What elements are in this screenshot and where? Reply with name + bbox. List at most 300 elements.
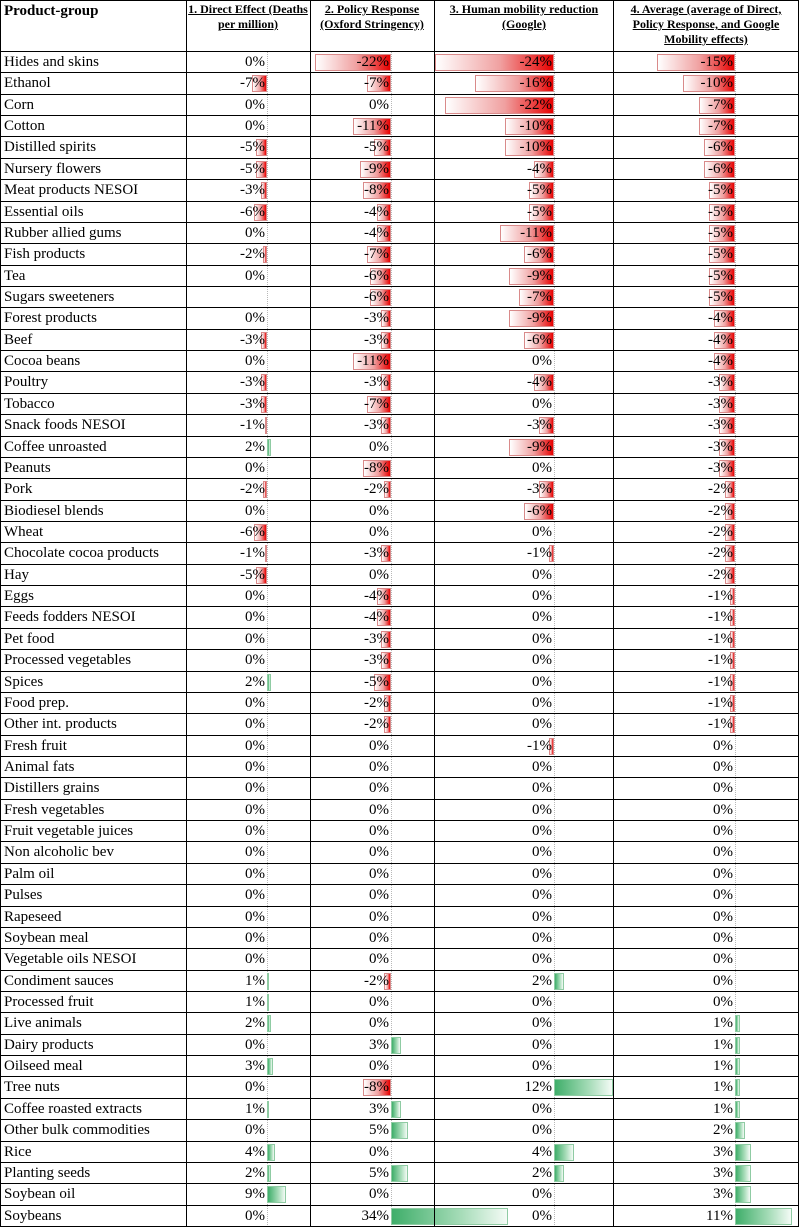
- product-label: Corn: [4, 96, 34, 113]
- table-row: [0, 757, 799, 778]
- policy-response-value: -4%: [364, 224, 389, 241]
- grid-line: [0, 735, 799, 736]
- average-value: -5%: [708, 246, 733, 263]
- zero-axis: [267, 864, 268, 885]
- zero-axis: [391, 116, 392, 137]
- mobility-value: 2%: [532, 1164, 552, 1181]
- zero-axis: [554, 800, 555, 821]
- zero-axis: [391, 351, 392, 372]
- table-row: [0, 928, 799, 949]
- zero-axis: [391, 1077, 392, 1098]
- grid-line: [0, 0, 799, 1]
- product-label: Coffee roasted extracts: [4, 1100, 142, 1117]
- product-label: Soybeans: [4, 1207, 62, 1224]
- direct-effect-value: 0%: [245, 844, 265, 861]
- policy-response-value: -3%: [364, 652, 389, 669]
- product-label: Food prep.: [4, 694, 69, 711]
- grid-line: [0, 243, 799, 244]
- zero-axis: [735, 778, 736, 799]
- product-label: Pork: [4, 481, 33, 498]
- direct-effect-value: 0%: [245, 630, 265, 647]
- zero-axis: [391, 672, 392, 693]
- direct-effect-value: 0%: [245, 96, 265, 113]
- zero-axis: [735, 607, 736, 628]
- direct-effect-bar: [267, 439, 271, 456]
- grid-line: [0, 799, 799, 800]
- policy-response-value: -8%: [364, 1079, 389, 1096]
- policy-response-value: 0%: [369, 994, 389, 1010]
- policy-response-value: -7%: [364, 395, 389, 412]
- policy-response-value: 34%: [361, 1207, 389, 1224]
- direct-effect-value: 0%: [245, 694, 265, 711]
- direct-effect-bar: [267, 1186, 286, 1203]
- policy-response-value: -4%: [364, 588, 389, 605]
- table-row: [0, 864, 799, 885]
- grid-line: [0, 265, 799, 266]
- table-row: [0, 1035, 799, 1056]
- zero-axis: [554, 949, 555, 970]
- product-label: Peanuts: [4, 459, 51, 476]
- direct-effect-value: -5%: [240, 566, 265, 583]
- zero-axis: [267, 73, 268, 94]
- zero-axis: [267, 821, 268, 842]
- policy-response-value: -2%: [364, 716, 389, 733]
- table-row: [0, 907, 799, 928]
- zero-axis: [267, 137, 268, 158]
- table-row: [0, 95, 799, 116]
- table-row: [0, 458, 799, 479]
- zero-axis: [391, 971, 392, 992]
- mobility-value: -11%: [520, 224, 552, 241]
- product-label: Animal fats: [4, 759, 75, 775]
- product-label: Pulses: [4, 887, 43, 904]
- mobility-value: 0%: [532, 630, 552, 647]
- zero-axis: [267, 308, 268, 329]
- zero-axis: [735, 629, 736, 650]
- direct-effect-value: 1%: [245, 994, 265, 1010]
- direct-effect-bar: [267, 1144, 275, 1161]
- product-label: Cocoa beans: [4, 353, 81, 370]
- average-value: -5%: [708, 182, 733, 199]
- zero-axis: [391, 864, 392, 885]
- direct-effect-value: 0%: [245, 54, 265, 70]
- table-row: [0, 372, 799, 393]
- table-row: [0, 1077, 799, 1098]
- zero-axis: [267, 1077, 268, 1098]
- zero-axis: [554, 885, 555, 906]
- product-label: Fish products: [4, 246, 86, 263]
- grid-line: [0, 94, 799, 95]
- table-row: [0, 543, 799, 564]
- policy-response-value: 0%: [369, 929, 389, 946]
- policy-response-value: -7%: [364, 75, 389, 92]
- direct-effect-value: 1%: [245, 1100, 265, 1117]
- table-row: [0, 778, 799, 799]
- direct-effect-value: 0%: [245, 1079, 265, 1096]
- product-label: Non alcoholic bev: [4, 844, 114, 861]
- mobility-value: 0%: [532, 823, 552, 840]
- product-label: Tea: [4, 267, 26, 284]
- zero-axis: [267, 778, 268, 799]
- average-value: -2%: [708, 502, 733, 519]
- product-label: Other bulk commodities: [4, 1122, 150, 1139]
- product-label: Essential oils: [4, 203, 84, 220]
- mobility-value: 0%: [532, 353, 552, 370]
- policy-response-value: 0%: [369, 1143, 389, 1160]
- zero-axis: [735, 223, 736, 244]
- product-label: Biodiesel blends: [4, 502, 104, 519]
- zero-axis: [554, 778, 555, 799]
- product-label: Tobacco: [4, 395, 55, 412]
- average-value: 1%: [713, 1100, 733, 1117]
- product-label: Other int. products: [4, 716, 117, 733]
- policy-response-value: 0%: [369, 887, 389, 904]
- table-row: [0, 223, 799, 244]
- direct-effect-value: 2%: [245, 1015, 265, 1032]
- zero-axis: [391, 565, 392, 586]
- average-value: 0%: [713, 759, 733, 775]
- table-row: [0, 607, 799, 628]
- zero-axis: [554, 565, 555, 586]
- zero-axis: [554, 1184, 555, 1205]
- zero-axis: [391, 736, 392, 757]
- zero-axis: [267, 607, 268, 628]
- zero-axis: [554, 714, 555, 735]
- direct-effect-value: -6%: [240, 203, 265, 220]
- policy-response-value: -22%: [356, 54, 389, 70]
- policy-response-bar: [391, 1101, 401, 1118]
- policy-response-value: -4%: [364, 609, 389, 626]
- zero-axis: [554, 1099, 555, 1120]
- zero-axis: [554, 308, 555, 329]
- zero-axis: [391, 52, 392, 73]
- grid-line: [0, 136, 799, 137]
- direct-effect-value: 0%: [245, 267, 265, 284]
- average-value: -3%: [708, 395, 733, 412]
- zero-axis: [554, 223, 555, 244]
- mobility-bar: [554, 1144, 574, 1161]
- direct-effect-value: 0%: [245, 1207, 265, 1224]
- direct-effect-value: -2%: [240, 481, 265, 498]
- policy-response-value: -6%: [364, 267, 389, 284]
- product-label: Chocolate cocoa products: [4, 545, 159, 562]
- grid-line: [0, 329, 799, 330]
- policy-response-bar: [391, 1208, 508, 1225]
- average-value: -7%: [708, 96, 733, 113]
- average-value: 3%: [713, 1186, 733, 1203]
- zero-axis: [267, 736, 268, 757]
- policy-response-value: -3%: [364, 374, 389, 391]
- zero-axis: [554, 330, 555, 351]
- average-value: 1%: [713, 1058, 733, 1075]
- product-label: Nursery flowers: [4, 160, 102, 177]
- direct-effect-bar: [267, 994, 269, 1011]
- zero-axis: [554, 1206, 555, 1227]
- zero-axis: [554, 202, 555, 223]
- zero-axis: [267, 202, 268, 223]
- mobility-value: 0%: [532, 908, 552, 925]
- zero-axis: [267, 479, 268, 500]
- table-row: [0, 672, 799, 693]
- column-header-direct-effect: 1. Direct Effect (Deaths per million): [188, 2, 308, 31]
- policy-response-value: -11%: [357, 118, 389, 135]
- mobility-value: 0%: [532, 780, 552, 797]
- average-value: -4%: [708, 331, 733, 348]
- grid-line: [0, 820, 799, 821]
- grid-line: [434, 0, 435, 1227]
- table-row: [0, 586, 799, 607]
- average-value: 3%: [713, 1143, 733, 1160]
- average-bar: [735, 1186, 751, 1203]
- product-label: Fresh fruit: [4, 737, 67, 754]
- grid-line: [0, 436, 799, 437]
- table-row: [0, 949, 799, 970]
- zero-axis: [267, 543, 268, 564]
- zero-axis: [267, 159, 268, 180]
- grid-line: [0, 884, 799, 885]
- mobility-value: -6%: [527, 246, 552, 263]
- average-value: 0%: [713, 844, 733, 861]
- grid-line: [0, 863, 799, 864]
- average-value: -7%: [708, 118, 733, 135]
- table-row: [0, 351, 799, 372]
- direct-effect-value: 2%: [245, 1164, 265, 1181]
- average-value: 0%: [713, 972, 733, 989]
- zero-axis: [267, 458, 268, 479]
- policy-response-value: 0%: [369, 96, 389, 113]
- zero-axis: [391, 949, 392, 970]
- mobility-value: -5%: [527, 203, 552, 220]
- mobility-value: 0%: [532, 395, 552, 412]
- zero-axis: [554, 586, 555, 607]
- zero-axis: [391, 800, 392, 821]
- direct-effect-value: -5%: [240, 139, 265, 156]
- policy-response-bar: [391, 1165, 408, 1182]
- zero-axis: [267, 586, 268, 607]
- zero-axis: [391, 714, 392, 735]
- zero-axis: [391, 394, 392, 415]
- zero-axis: [735, 159, 736, 180]
- zero-axis: [391, 458, 392, 479]
- table-row: [0, 1056, 799, 1077]
- mobility-value: -7%: [527, 289, 552, 305]
- product-label: Vegetable oils NESOI: [4, 951, 137, 968]
- zero-axis: [267, 1206, 268, 1227]
- zero-axis: [554, 629, 555, 650]
- product-label: Eggs: [4, 588, 34, 605]
- direct-effect-value: 0%: [245, 609, 265, 626]
- product-label: Feeds fodders NESOI: [4, 609, 136, 626]
- table-row: [0, 73, 799, 94]
- mobility-value: -9%: [527, 438, 552, 455]
- product-label: Live animals: [4, 1015, 82, 1032]
- grid-line: [613, 0, 614, 1227]
- zero-axis: [391, 202, 392, 223]
- zero-axis: [391, 586, 392, 607]
- table-row: [0, 971, 799, 992]
- direct-effect-bar: [267, 1165, 271, 1182]
- zero-axis: [391, 693, 392, 714]
- grid-line: [0, 72, 799, 73]
- product-label: Distilled spirits: [4, 139, 97, 156]
- grid-line: [0, 991, 799, 992]
- policy-response-value: -6%: [364, 289, 389, 305]
- mobility-value: -10%: [519, 139, 552, 156]
- zero-axis: [735, 394, 736, 415]
- table-row: [0, 1163, 799, 1184]
- zero-axis: [267, 629, 268, 650]
- average-value: 11%: [706, 1207, 733, 1224]
- zero-axis: [267, 800, 268, 821]
- average-value: 0%: [713, 737, 733, 754]
- grid-line: [0, 1012, 799, 1013]
- mobility-value: 12%: [524, 1079, 552, 1096]
- zero-axis: [554, 1120, 555, 1141]
- policy-response-value: -9%: [364, 160, 389, 177]
- grid-line: [0, 585, 799, 586]
- table-row: [0, 1206, 799, 1227]
- zero-axis: [554, 907, 555, 928]
- mobility-value: -6%: [527, 331, 552, 348]
- zero-axis: [267, 415, 268, 436]
- zero-axis: [267, 693, 268, 714]
- product-label: Meat products NESOI: [4, 182, 139, 199]
- mobility-value: -9%: [527, 267, 552, 284]
- zero-axis: [554, 159, 555, 180]
- policy-response-value: -3%: [364, 630, 389, 647]
- zero-axis: [391, 266, 392, 287]
- zero-axis: [735, 372, 736, 393]
- grid-line: [0, 158, 799, 159]
- zero-axis: [267, 1120, 268, 1141]
- product-label: Forest products: [4, 310, 97, 327]
- average-value: 1%: [713, 1036, 733, 1053]
- column-header-average: 4. Average (average of Direct, Policy Response, and Google Mobility effects): [630, 2, 782, 46]
- direct-effect-value: 0%: [245, 1036, 265, 1053]
- table-row: [0, 330, 799, 351]
- direct-effect-value: 3%: [245, 1058, 265, 1075]
- grid-line: [0, 1205, 799, 1206]
- zero-axis: [391, 907, 392, 928]
- average-value: -2%: [708, 545, 733, 562]
- grid-line: [0, 51, 799, 52]
- average-value: -3%: [708, 438, 733, 455]
- grid-line: [0, 1034, 799, 1035]
- zero-axis: [391, 287, 392, 308]
- grid-line: [0, 927, 799, 928]
- mobility-bar: [554, 1079, 613, 1096]
- policy-response-value: 0%: [369, 1186, 389, 1203]
- direct-effect-value: 2%: [245, 438, 265, 455]
- zero-axis: [735, 650, 736, 671]
- product-label: Wheat: [4, 524, 44, 540]
- zero-axis: [267, 244, 268, 265]
- zero-axis: [735, 800, 736, 821]
- mobility-value: -4%: [527, 160, 552, 177]
- zero-axis: [554, 266, 555, 287]
- zero-axis: [391, 437, 392, 458]
- grid-line: [0, 542, 799, 543]
- grid-line: [0, 179, 799, 180]
- direct-effect-value: -6%: [240, 524, 265, 540]
- average-value: -3%: [708, 374, 733, 391]
- table-row: [0, 415, 799, 436]
- direct-effect-value: 0%: [245, 118, 265, 135]
- product-label: Planting seeds: [4, 1164, 91, 1181]
- direct-effect-value: 0%: [245, 1122, 265, 1139]
- zero-axis: [391, 1184, 392, 1205]
- average-bar: [735, 1101, 740, 1118]
- policy-response-value: 5%: [369, 1164, 389, 1181]
- zero-axis: [735, 949, 736, 970]
- grid-line: [0, 222, 799, 223]
- policy-response-value: 0%: [369, 566, 389, 583]
- mobility-value: 0%: [532, 951, 552, 968]
- table-row: [0, 885, 799, 906]
- mobility-value: 0%: [532, 1058, 552, 1075]
- mobility-value: 0%: [532, 759, 552, 775]
- average-bar: [735, 1208, 792, 1225]
- zero-axis: [267, 522, 268, 543]
- zero-axis: [391, 650, 392, 671]
- policy-response-value: -11%: [357, 353, 389, 370]
- product-label: Processed fruit: [4, 994, 94, 1010]
- zero-axis: [391, 543, 392, 564]
- table-row: [0, 437, 799, 458]
- grid-line: [0, 350, 799, 351]
- mobility-value: 0%: [532, 1015, 552, 1032]
- zero-axis: [735, 244, 736, 265]
- zero-axis: [735, 586, 736, 607]
- zero-axis: [391, 308, 392, 329]
- direct-effect-bar: [267, 674, 271, 691]
- mobility-value: -16%: [519, 75, 552, 92]
- mobility-value: 0%: [532, 801, 552, 818]
- direct-effect-value: -7%: [240, 75, 265, 92]
- policy-response-value: -8%: [364, 459, 389, 476]
- mobility-value: 0%: [532, 524, 552, 540]
- average-value: 0%: [713, 865, 733, 882]
- policy-response-value: -2%: [364, 972, 389, 989]
- direct-effect-value: -1%: [240, 417, 265, 434]
- zero-axis: [735, 308, 736, 329]
- grid-line: [0, 606, 799, 607]
- zero-axis: [267, 949, 268, 970]
- table-row: [0, 266, 799, 287]
- zero-axis: [735, 180, 736, 201]
- table-row: [0, 1142, 799, 1163]
- average-value: -1%: [708, 609, 733, 626]
- zero-axis: [391, 159, 392, 180]
- average-value: -3%: [708, 459, 733, 476]
- policy-response-value: 0%: [369, 780, 389, 797]
- grid-line: [0, 1141, 799, 1142]
- table-row: [0, 629, 799, 650]
- zero-axis: [735, 95, 736, 116]
- direct-effect-bar: [265, 545, 267, 562]
- zero-axis: [554, 95, 555, 116]
- mobility-value: 0%: [532, 887, 552, 904]
- grid-line: [0, 671, 799, 672]
- zero-axis: [735, 415, 736, 436]
- zero-axis: [554, 693, 555, 714]
- zero-axis: [267, 501, 268, 522]
- zero-axis: [267, 223, 268, 244]
- grid-line: [0, 393, 799, 394]
- product-label: Beef: [4, 331, 33, 348]
- zero-axis: [735, 565, 736, 586]
- policy-response-value: 0%: [369, 801, 389, 818]
